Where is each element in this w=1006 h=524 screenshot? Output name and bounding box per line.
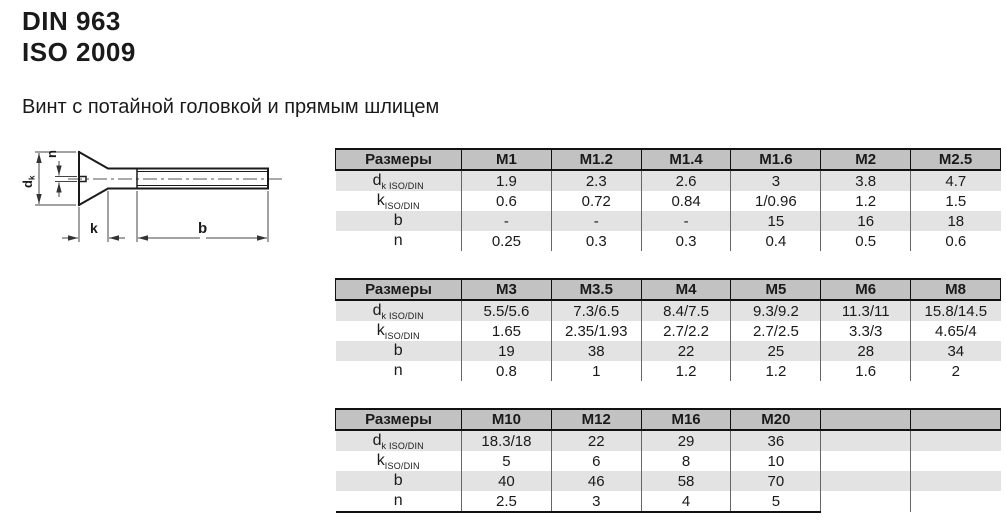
table-row bbox=[336, 491, 1001, 512]
row-label-main: k bbox=[376, 191, 385, 209]
column-header-m10: M10 bbox=[462, 409, 552, 430]
size-table-2 bbox=[335, 278, 1001, 381]
row-label-subscript: ISO/DIN bbox=[384, 200, 420, 211]
value-cell: 1.2 bbox=[731, 361, 821, 381]
row-label-main: n bbox=[393, 232, 403, 249]
value-cell: 1 bbox=[551, 361, 641, 381]
row-label-k bbox=[336, 321, 462, 341]
value-cell: 16 bbox=[821, 211, 911, 231]
value-cell: 19 bbox=[462, 341, 552, 361]
row-label-subscript: ISO/DIN bbox=[384, 460, 420, 471]
column-header-m6: M6 bbox=[821, 279, 911, 300]
value-cell: 29 bbox=[641, 430, 731, 451]
value-cell: 0.25 bbox=[462, 231, 552, 251]
column-header-размеры: Размеры bbox=[336, 279, 462, 300]
value-cell: 1/0.96 bbox=[731, 191, 821, 211]
value-cell: 58 bbox=[641, 471, 731, 491]
standard-iso: ISO 2009 bbox=[22, 37, 136, 67]
value-cell: 22 bbox=[641, 341, 731, 361]
table-row bbox=[336, 300, 1001, 321]
value-cell: 22 bbox=[551, 430, 641, 451]
column-header-размеры: Размеры bbox=[336, 149, 462, 170]
table-row bbox=[336, 170, 1001, 191]
row-label-n bbox=[336, 491, 462, 512]
value-cell: 0.3 bbox=[551, 231, 641, 251]
value-cell: 1.5 bbox=[911, 191, 1001, 211]
column-header-empty bbox=[911, 409, 1001, 430]
value-cell: 0.84 bbox=[641, 191, 731, 211]
table-row bbox=[336, 430, 1001, 451]
row-label-main: d bbox=[372, 431, 382, 449]
value-cell: 70 bbox=[731, 471, 821, 491]
value-cell: 2.6 bbox=[641, 170, 731, 191]
column-header-m12: M1.2 bbox=[551, 149, 641, 170]
value-cell: 6 bbox=[551, 451, 641, 471]
value-cell: 8.4/7.5 bbox=[641, 300, 731, 321]
column-header-m16: M1.6 bbox=[731, 149, 821, 170]
header-row bbox=[336, 149, 1001, 170]
row-label-main: b bbox=[393, 342, 403, 359]
column-header-m25: M2.5 bbox=[911, 149, 1001, 170]
value-cell: - bbox=[551, 211, 641, 231]
value-cell: 11.3/11 bbox=[821, 300, 911, 321]
value-cell: 15.8/14.5 bbox=[911, 300, 1001, 321]
value-cell: 28 bbox=[821, 341, 911, 361]
column-header-m12: M12 bbox=[551, 409, 641, 430]
value-cell bbox=[821, 430, 911, 451]
size-table-1 bbox=[335, 148, 1001, 251]
row-label-b bbox=[336, 341, 462, 361]
value-cell: 34 bbox=[911, 341, 1001, 361]
value-cell bbox=[911, 451, 1001, 471]
value-cell: 5 bbox=[462, 451, 552, 471]
header-row bbox=[336, 409, 1001, 430]
value-cell: 0.8 bbox=[462, 361, 552, 381]
column-header-m4: M4 bbox=[641, 279, 731, 300]
value-cell bbox=[911, 491, 1001, 512]
row-label-subscript: ISO/DIN bbox=[384, 330, 420, 341]
row-label-n bbox=[336, 361, 462, 381]
value-cell: 2 bbox=[911, 361, 1001, 381]
row-label-d bbox=[336, 300, 462, 321]
value-cell: 2.7/2.5 bbox=[731, 321, 821, 341]
table-row bbox=[336, 191, 1001, 211]
column-header-m3: M3 bbox=[462, 279, 552, 300]
row-label-main: k bbox=[376, 321, 385, 339]
value-cell: 0.4 bbox=[731, 231, 821, 251]
row-label-b bbox=[336, 471, 462, 491]
value-cell: 2.35/1.93 bbox=[551, 321, 641, 341]
value-cell: 46 bbox=[551, 471, 641, 491]
table-row bbox=[336, 361, 1001, 381]
column-header-m2: M2 bbox=[821, 149, 911, 170]
column-header-m35: M3.5 bbox=[551, 279, 641, 300]
table-row bbox=[336, 211, 1001, 231]
table-row bbox=[336, 231, 1001, 251]
row-label-main: n bbox=[393, 492, 403, 509]
value-cell: 36 bbox=[731, 430, 821, 451]
document-subtitle: Винт с потайной головкой и прямым шлицем bbox=[22, 96, 440, 118]
value-cell: 1.2 bbox=[821, 191, 911, 211]
value-cell: 0.6 bbox=[462, 191, 552, 211]
row-label-b bbox=[336, 211, 462, 231]
dim-label-b: b bbox=[198, 220, 208, 237]
size-table-3 bbox=[335, 408, 1001, 513]
standard-din: DIN 963 bbox=[22, 6, 121, 36]
table-row bbox=[336, 451, 1001, 471]
value-cell: 2.5 bbox=[462, 491, 552, 512]
value-cell: 0.5 bbox=[821, 231, 911, 251]
value-cell: 40 bbox=[462, 471, 552, 491]
row-label-subscript: k ISO/DIN bbox=[381, 440, 424, 451]
value-cell: 4.7 bbox=[911, 170, 1001, 191]
row-label-n bbox=[336, 231, 462, 251]
value-cell: 9.3/9.2 bbox=[731, 300, 821, 321]
column-header-m8: M8 bbox=[911, 279, 1001, 300]
value-cell bbox=[821, 451, 911, 471]
value-cell: - bbox=[462, 211, 552, 231]
column-header-m14: M1.4 bbox=[641, 149, 731, 170]
value-cell bbox=[911, 471, 1001, 491]
value-cell: 8 bbox=[641, 451, 731, 471]
table-row bbox=[336, 341, 1001, 361]
value-cell bbox=[911, 430, 1001, 451]
value-cell: 4 bbox=[641, 491, 731, 512]
value-cell: 0.6 bbox=[911, 231, 1001, 251]
value-cell: - bbox=[641, 211, 731, 231]
row-label-main: b bbox=[393, 212, 403, 229]
value-cell: 25 bbox=[731, 341, 821, 361]
row-label-d bbox=[336, 170, 462, 191]
value-cell: 5.5/5.6 bbox=[462, 300, 552, 321]
column-header-m5: M5 bbox=[731, 279, 821, 300]
row-label-k bbox=[336, 191, 462, 211]
header-row bbox=[336, 279, 1001, 300]
value-cell: 10 bbox=[731, 451, 821, 471]
value-cell: 7.3/6.5 bbox=[551, 300, 641, 321]
row-label-main: d bbox=[372, 171, 382, 189]
value-cell: 2.3 bbox=[551, 170, 641, 191]
value-cell: 0.3 bbox=[641, 231, 731, 251]
value-cell: 1.9 bbox=[462, 170, 552, 191]
dim-label-dk: dk bbox=[20, 175, 37, 188]
value-cell: 38 bbox=[551, 341, 641, 361]
row-label-main: n bbox=[393, 362, 403, 379]
value-cell: 1.6 bbox=[821, 361, 911, 381]
value-cell: 18.3/18 bbox=[462, 430, 552, 451]
row-label-k bbox=[336, 451, 462, 471]
column-header-m16: M16 bbox=[641, 409, 731, 430]
row-label-d bbox=[336, 430, 462, 451]
row-label-subscript: k ISO/DIN bbox=[381, 310, 424, 321]
value-cell bbox=[821, 491, 911, 512]
table-row bbox=[336, 321, 1001, 341]
value-cell: 3.3/3 bbox=[821, 321, 911, 341]
row-label-subscript: k ISO/DIN bbox=[381, 180, 424, 191]
value-cell: 4.65/4 bbox=[911, 321, 1001, 341]
value-cell: 18 bbox=[911, 211, 1001, 231]
value-cell: 2.7/2.2 bbox=[641, 321, 731, 341]
value-cell: 3.8 bbox=[821, 170, 911, 191]
value-cell: 3 bbox=[731, 170, 821, 191]
value-cell bbox=[821, 471, 911, 491]
table-row bbox=[336, 471, 1001, 491]
dim-label-n: n bbox=[44, 150, 59, 158]
value-cell: 5 bbox=[731, 491, 821, 512]
value-cell: 1.2 bbox=[641, 361, 731, 381]
value-cell: 0.72 bbox=[551, 191, 641, 211]
dim-label-k: k bbox=[90, 220, 98, 236]
row-label-main: b bbox=[393, 472, 403, 489]
column-header-m20: M20 bbox=[731, 409, 821, 430]
column-header-m1: M1 bbox=[462, 149, 552, 170]
row-label-main: d bbox=[372, 301, 382, 319]
column-header-размеры: Размеры bbox=[336, 409, 462, 430]
value-cell: 15 bbox=[731, 211, 821, 231]
value-cell: 3 bbox=[551, 491, 641, 512]
column-header-empty bbox=[821, 409, 911, 430]
value-cell: 1.65 bbox=[462, 321, 552, 341]
row-label-main: k bbox=[376, 451, 385, 469]
